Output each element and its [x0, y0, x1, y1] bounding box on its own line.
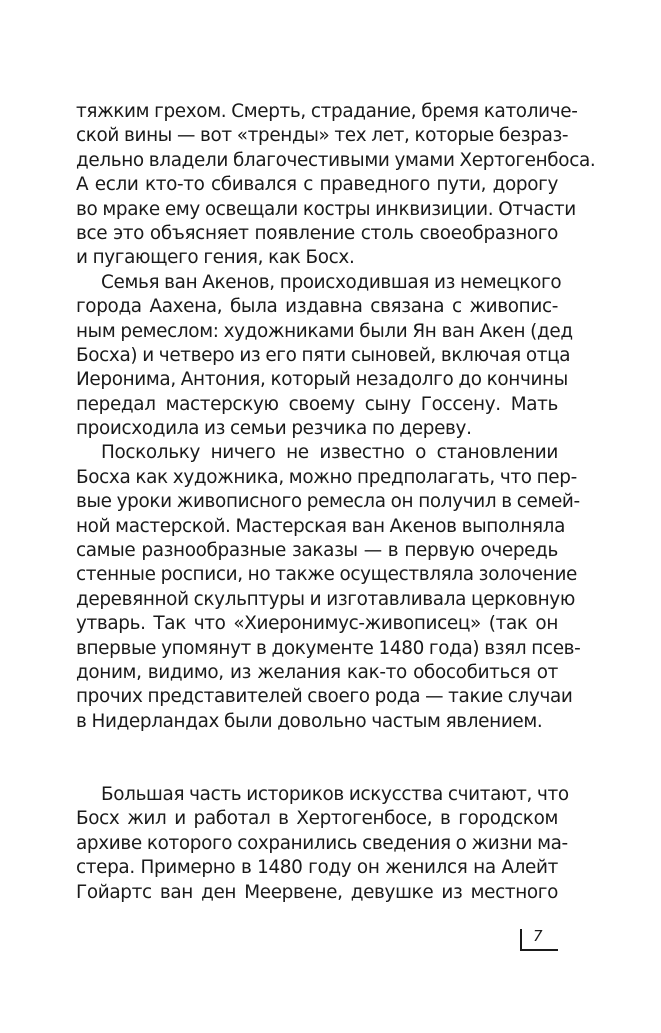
text-line: происходила из семьи резчика по дереву. [76, 418, 472, 440]
page-number-rule-vertical [520, 929, 522, 951]
text-line: все это объясняет появление столь своеобразного [76, 222, 558, 244]
text-line: дельно владели благочестивыми умами Хертогенбоса. [76, 149, 596, 171]
text-line: во мраке ему освещали костры инквизиции. Отчасти [76, 198, 576, 220]
text-line: Большая часть историков искусства считают, что [101, 784, 569, 805]
text-line: Босха как художника, можно предполагать, что пер- [76, 466, 577, 488]
text-line: Поскольку ничего не известно о становлении [101, 442, 558, 464]
text-line: ным ремеслом: художниками были Ян ван Акен (дед [76, 320, 573, 342]
text-line: ской вины — вот «тренды» тех лет, которые безраз- [76, 125, 569, 147]
text-line: тяжким грехом. Смерть, страдание, бремя католиче- [76, 101, 578, 122]
text-line: архиве которого сохранились сведения о жизни ма- [76, 832, 568, 854]
text-line: деревянной скульптуры и изготавливала церковную [76, 588, 575, 610]
text-line: вые уроки живописного ремесла он получил в семей- [76, 491, 580, 513]
text-line: Босх жил и работал в Хертогенбосе, в городском [76, 808, 558, 830]
page-number-rule-horizontal [520, 949, 558, 951]
text-line: самые разнообразные заказы — в первую очередь [76, 540, 558, 562]
text-line: А если кто-то сбивался с праведного пути, дорогу [76, 174, 558, 196]
text-line: Босха) и четверо из его пяти сыновей, включая отца [76, 344, 571, 366]
text-line: стенные росписи, но также осуществляла золочение [76, 564, 578, 586]
text-line: ной мастерской. Мастерская ван Акенов выполняла [76, 515, 565, 537]
page-number: 7 [533, 927, 543, 945]
text-line: передал мастерскую своему сыну Госсену. Мать [76, 393, 558, 415]
text-line: Иеронима, Антония, который незадолго до кончины [76, 369, 568, 391]
page-number-area [520, 929, 560, 953]
text-line: и пугающего гения, как Босх. [76, 247, 355, 269]
text-line: города Аахена, была издавна связана с живопис- [76, 296, 558, 318]
text-line: стера. Примерно в 1480 году он женился на Алейт [76, 857, 558, 879]
text-line: Семья ван Акенов, происходившая из немецкого [101, 271, 562, 293]
body-text-block-1 [76, 100, 596, 734]
text-line: впервые упомянут в документе 1480 года) взял псев- [76, 637, 581, 659]
text-line: в Нидерландах были довольно частым явлением. [76, 710, 543, 732]
body-text-block-2 [76, 783, 569, 905]
text-line: утварь. Так что «Хиеронимус-живописец» (так он [76, 613, 558, 635]
text-line: прочих представителей своего рода — такие случаи [76, 686, 573, 708]
text-line: доним, видимо, из желания как-то обособиться от [76, 661, 558, 683]
text-line: Гойартс ван ден Меервене, девушке из местного [76, 881, 558, 903]
